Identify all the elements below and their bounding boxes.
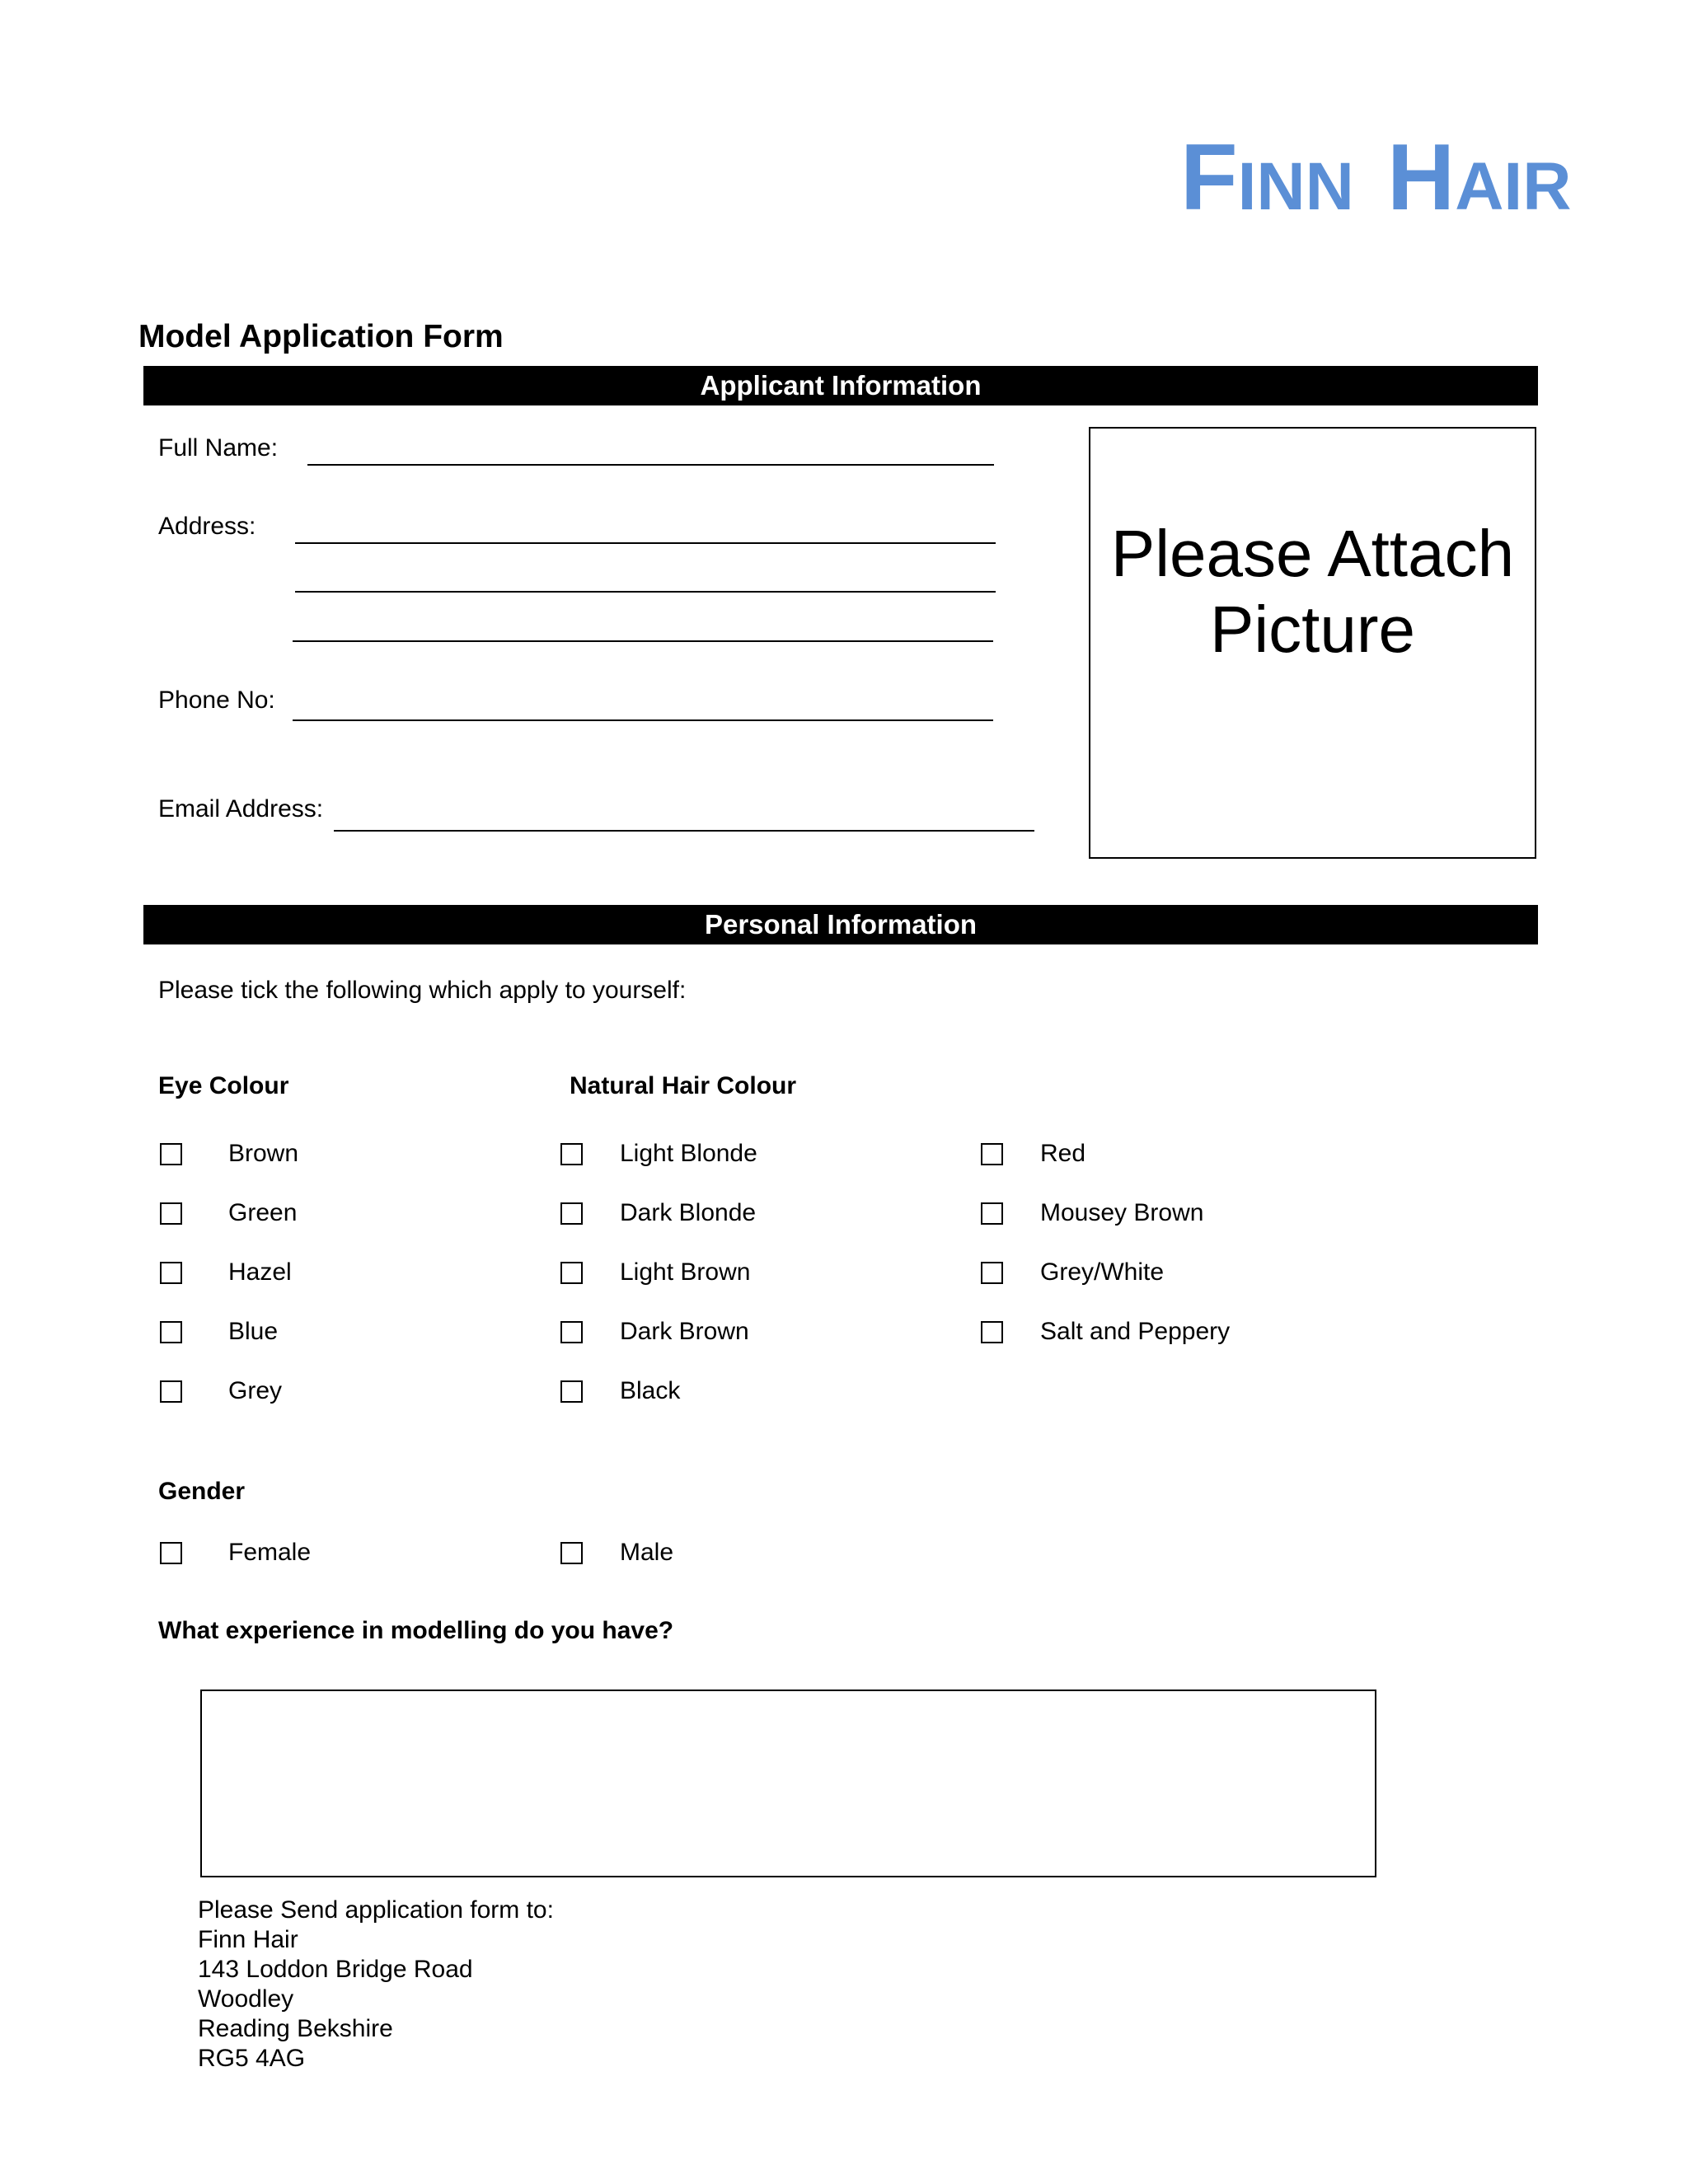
mailing-line: Reading Bekshire xyxy=(198,2015,393,2042)
mailing-address xyxy=(198,1896,554,2074)
phone-line[interactable] xyxy=(293,719,993,721)
option-hair-red[interactable]: Red xyxy=(981,1137,1085,1170)
full-name-line[interactable] xyxy=(307,464,994,466)
gender-heading: Gender xyxy=(158,1478,246,1505)
checkbox[interactable] xyxy=(981,1262,1003,1284)
option-hair-light-brown[interactable]: Light Brown xyxy=(560,1256,750,1289)
address-line-1[interactable] xyxy=(295,542,996,544)
page-title: Model Application Form xyxy=(138,319,504,354)
option-eye-grey[interactable]: Grey xyxy=(160,1375,282,1408)
option-hair-black[interactable]: Black xyxy=(560,1375,680,1408)
full-name-label: Full Name: xyxy=(158,434,279,462)
tick-instructions: Please tick the following which apply to yourself: xyxy=(158,977,687,1004)
checkbox[interactable] xyxy=(981,1143,1003,1165)
personal-information-header: Personal Information xyxy=(143,905,1538,944)
email-line[interactable] xyxy=(334,830,1034,832)
address-label: Address: xyxy=(158,513,256,540)
option-hair-light-blonde[interactable]: Light Blonde xyxy=(560,1137,757,1170)
option-eye-green[interactable]: Green xyxy=(160,1197,297,1230)
checkbox[interactable] xyxy=(560,1143,583,1165)
hair-colour-heading: Natural Hair Colour xyxy=(570,1072,797,1099)
checkbox[interactable] xyxy=(160,1321,182,1343)
option-gender-female[interactable]: Female xyxy=(160,1536,311,1569)
mailing-intro: Please Send application form to: xyxy=(198,1896,554,1924)
checkbox[interactable] xyxy=(981,1202,1003,1225)
option-eye-brown[interactable]: Brown xyxy=(160,1137,298,1170)
checkbox[interactable] xyxy=(560,1380,583,1403)
email-label: Email Address: xyxy=(158,795,324,823)
eye-colour-heading: Eye Colour xyxy=(158,1072,289,1099)
photo-box-text-line-2: Picture xyxy=(1210,593,1415,666)
option-hair-dark-brown[interactable]: Dark Brown xyxy=(560,1315,749,1348)
checkbox[interactable] xyxy=(160,1262,182,1284)
checkbox[interactable] xyxy=(560,1321,583,1343)
option-hair-salt-and-peppery[interactable]: Salt and Peppery xyxy=(981,1315,1230,1348)
mailing-line: RG5 4AG xyxy=(198,2045,306,2072)
option-hair-mousey-brown[interactable]: Mousey Brown xyxy=(981,1197,1203,1230)
phone-label: Phone No: xyxy=(158,687,275,714)
finn-hair-logo: FINN HAIR xyxy=(1180,125,1572,230)
checkbox[interactable] xyxy=(560,1262,583,1284)
applicant-information-header: Applicant Information xyxy=(143,366,1538,405)
mailing-line: Finn Hair xyxy=(198,1926,298,1953)
option-gender-male[interactable]: Male xyxy=(560,1536,673,1569)
option-eye-hazel[interactable]: Hazel xyxy=(160,1256,292,1289)
checkbox[interactable] xyxy=(160,1542,182,1564)
address-line-2[interactable] xyxy=(295,591,996,593)
option-hair-dark-blonde[interactable]: Dark Blonde xyxy=(560,1197,756,1230)
checkbox[interactable] xyxy=(160,1202,182,1225)
address-line-3[interactable] xyxy=(293,640,993,642)
option-eye-blue[interactable]: Blue xyxy=(160,1315,278,1348)
checkbox[interactable] xyxy=(560,1542,583,1564)
photo-attach-box xyxy=(1089,427,1536,859)
mailing-line: Woodley xyxy=(198,1985,294,2013)
experience-textbox[interactable] xyxy=(200,1690,1376,1877)
checkbox[interactable] xyxy=(160,1380,182,1403)
photo-box-text-line-1: Please Attach xyxy=(1110,517,1515,590)
mailing-line: 143 Loddon Bridge Road xyxy=(198,1956,473,1983)
option-hair-grey-white[interactable]: Grey/White xyxy=(981,1256,1164,1289)
checkbox[interactable] xyxy=(560,1202,583,1225)
checkbox[interactable] xyxy=(981,1321,1003,1343)
checkbox[interactable] xyxy=(160,1143,182,1165)
experience-question: What experience in modelling do you have? xyxy=(158,1617,674,1644)
